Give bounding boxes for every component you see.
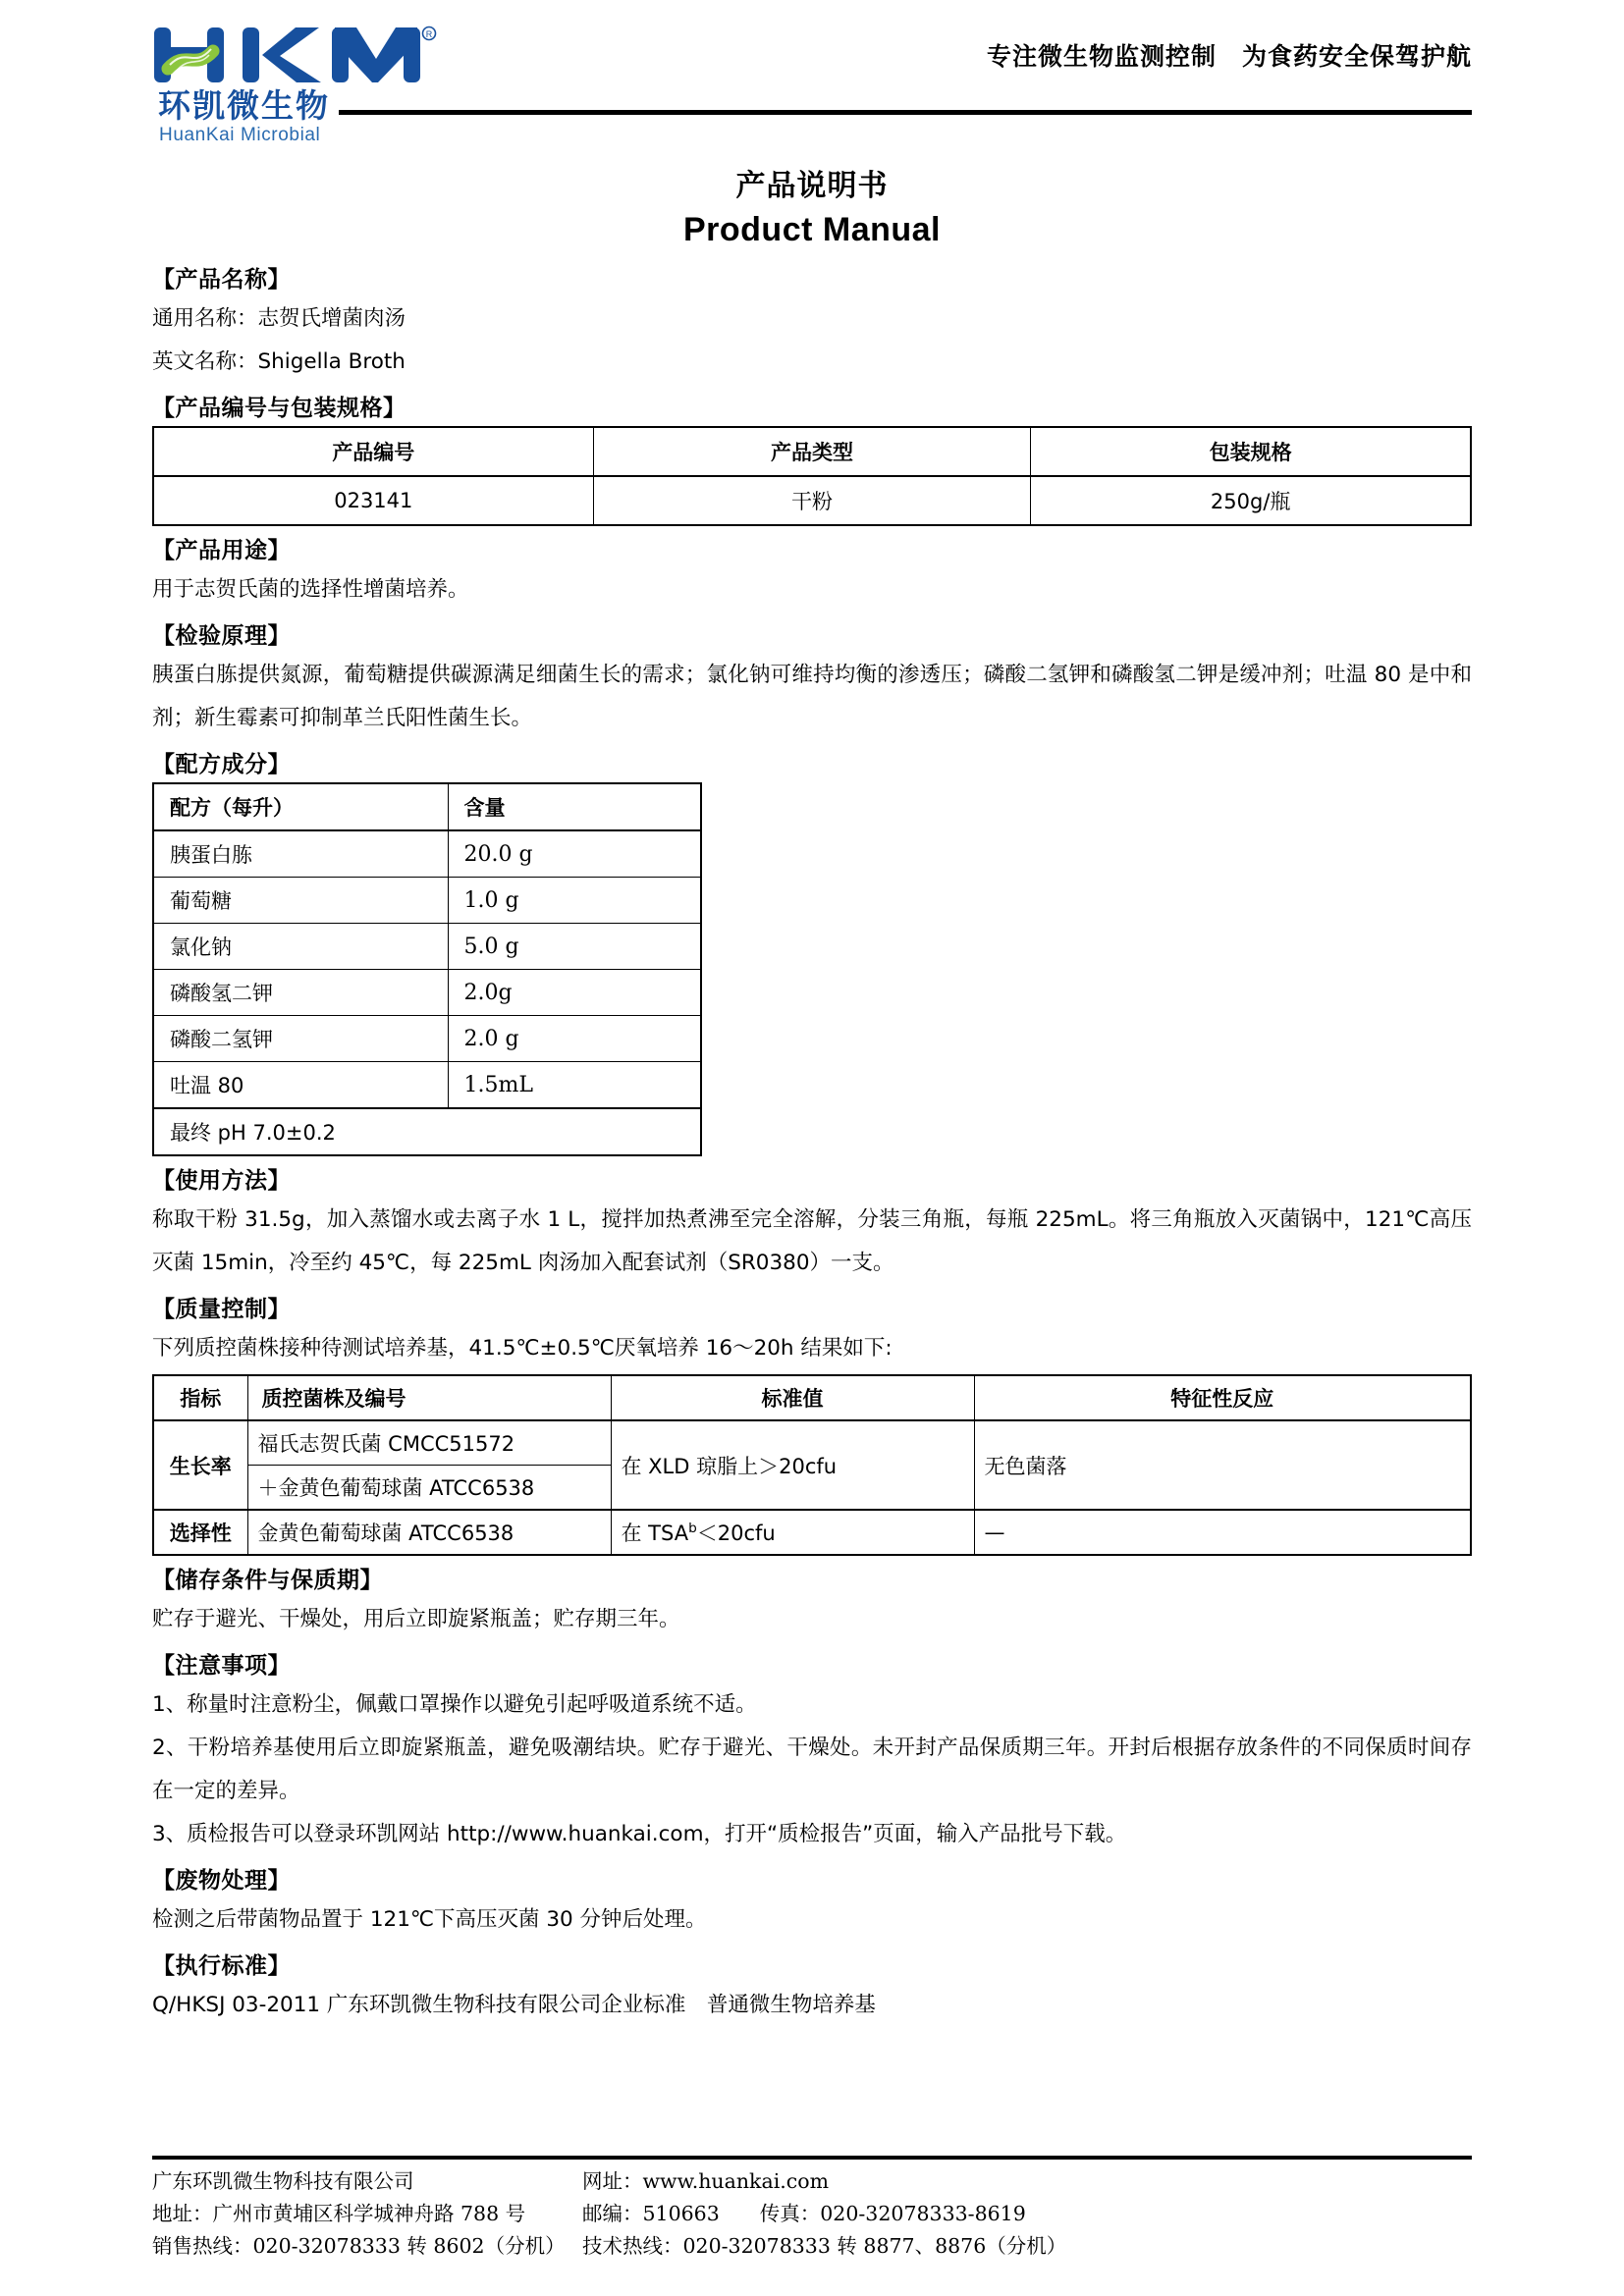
svg-text:R: R <box>425 29 433 39</box>
english-name-value: Shigella Broth <box>257 349 406 374</box>
qc-reaction-selectivity: — <box>974 1510 1471 1555</box>
generic-name-label: 通用名称： <box>152 306 258 331</box>
qc-indicator-selectivity: 选择性 <box>153 1510 247 1555</box>
qc-table-header-row <box>153 1375 1471 1420</box>
section-heading-usage: 【产品用途】 <box>152 538 291 563</box>
principle-text: 胰蛋白胨提供氮源，葡萄糖提供碳源满足细菌生长的需求；氯化钠可维持均衡的渗透压；磷酸二氢钾和磷酸氢二钾是缓冲剂；吐温 80 是中和剂；新生霉素可抑制革兰氏阳性菌生长。 <box>152 663 1472 730</box>
formula-table-header-row <box>153 783 701 830</box>
usage-text: 用于志贺氏菌的选择性增菌培养。 <box>152 577 469 602</box>
note-item: 3、质检报告可以登录环凯网站 http://www.huankai.com，打开“质检报告”页面，输入产品批号下载。 <box>152 1822 1127 1846</box>
section-heading-standard: 【执行标准】 <box>152 1953 291 1979</box>
english-name-label: 英文名称： <box>152 349 258 374</box>
spec-value-type: 干粉 <box>593 476 1031 525</box>
waste-text: 检测之后带菌物品置于 121℃下高压灭菌 30 分钟后处理。 <box>152 1907 707 1932</box>
storage-text: 贮存于避光、干燥处，用后立即旋紧瓶盖；贮存期三年。 <box>152 1607 680 1631</box>
formula-ingredient-amount: 5.0 g <box>448 924 701 970</box>
formula-col-amount: 含量 <box>448 783 701 830</box>
formula-table <box>152 782 702 1156</box>
formula-ingredient-amount: 1.0 g <box>448 878 701 924</box>
product-generic-name <box>152 297 1472 341</box>
spec-col-type: 产品类型 <box>593 427 1031 476</box>
table-row <box>153 476 1471 525</box>
qc-col-reaction: 特征性反应 <box>974 1375 1471 1420</box>
company-logo <box>152 26 466 146</box>
table-row <box>153 1062 701 1109</box>
formula-ingredient-name: 氯化钠 <box>153 924 448 970</box>
qc-col-indicator: 指标 <box>153 1375 247 1420</box>
formula-ingredient-amount: 2.0g <box>448 970 701 1016</box>
footer-sales-hotline: 销售热线：020-32078333 转 8602（分机） <box>152 2234 566 2258</box>
footer-address: 地址：广州市黄埔区科学城神舟路 788 号 <box>152 2202 526 2225</box>
page-title-cn: 产品说明书 <box>735 169 889 203</box>
section-heading-method: 【使用方法】 <box>152 1168 291 1194</box>
footer-divider <box>152 2156 1472 2160</box>
header-tagline: 专注微生物监测控制 为食药安全保驾护航 <box>986 42 1472 71</box>
header-divider <box>339 110 1472 115</box>
quality-control-table <box>152 1374 1472 1556</box>
note-item: 1、称量时注意粉尘，佩戴口罩操作以避免引起呼吸道系统不适。 <box>152 1692 757 1717</box>
spec-col-package: 包装规格 <box>1031 427 1471 476</box>
section-heading-notes: 【注意事项】 <box>152 1653 291 1679</box>
method-text: 称取干粉 31.5g，加入蒸馏水或去离子水 1 L，搅拌加热煮沸至完全溶解，分装三角瓶，每瓶 225mL。将三角瓶放入灭菌锅中，121℃高压灭菌 15min，冷至约 45℃，每 225mL 肉汤加入配套试剂（SR0380）一支。 <box>152 1207 1472 1275</box>
qc-strain-3: 金黄色葡萄球菌 ATCC6538 <box>247 1510 611 1555</box>
section-heading-storage: 【储存条件与保质期】 <box>152 1568 383 1593</box>
spec-col-code: 产品编号 <box>153 427 593 476</box>
formula-ingredient-amount: 1.5mL <box>448 1062 701 1109</box>
generic-name-value: 志贺氏增菌肉汤 <box>257 306 406 331</box>
qc-standard-growth: 在 XLD 琼脂上＞20cfu <box>611 1420 974 1510</box>
footer-tech-hotline: 技术热线：020-32078333 转 8877、8876（分机） <box>582 2234 1067 2258</box>
logo-name-cn: 环凯微生物 <box>158 86 330 125</box>
spec-table-header-row <box>153 427 1471 476</box>
qc-reaction-growth: 无色菌落 <box>974 1420 1471 1510</box>
qc-strain-2: ＋金黄色葡萄球菌 ATCC6538 <box>247 1466 611 1511</box>
table-row <box>153 1420 1471 1466</box>
quality-control-intro: 下列质控菌株接种待测试培养基，41.5℃±0.5℃厌氧培养 16～20h 结果如下: <box>152 1336 893 1361</box>
footer-right-column <box>565 2165 1066 2263</box>
spec-table <box>152 426 1472 526</box>
footer-zip-fax: 邮编：510663 传真：020-32078333-8619 <box>582 2202 1026 2225</box>
section-heading-formula: 【配方成分】 <box>152 752 291 777</box>
spec-value-package: 250g/瓶 <box>1031 476 1471 525</box>
formula-ingredient-amount: 20.0 g <box>448 830 701 878</box>
page-title-en: Product Manual <box>682 211 942 248</box>
table-row <box>153 924 701 970</box>
formula-ingredient-name: 葡萄糖 <box>153 878 448 924</box>
qc-strain-1: 福氏志贺氏菌 CMCC51572 <box>247 1420 611 1466</box>
formula-ph-row <box>153 1108 701 1155</box>
footer-website: 网址：www.huankai.com <box>582 2169 830 2193</box>
table-row <box>153 830 701 878</box>
table-row <box>153 1510 1471 1555</box>
qc-col-standard: 标准值 <box>611 1375 974 1420</box>
footer-left-column <box>152 2165 565 2263</box>
page-header <box>152 0 1472 147</box>
qc-standard-selectivity <box>611 1510 974 1555</box>
formula-ingredient-amount: 2.0 g <box>448 1016 701 1062</box>
section-heading-principle: 【检验原理】 <box>152 623 291 649</box>
qc-standard-superscript: b <box>688 1521 697 1536</box>
section-heading-product-name: 【产品名称】 <box>152 267 291 293</box>
formula-ph-value: 最终 pH 7.0±0.2 <box>153 1108 701 1155</box>
product-english-name <box>152 341 1472 384</box>
logo-name-en: HuanKai Microbial <box>159 125 321 146</box>
table-row <box>153 970 701 1016</box>
section-heading-quality-control: 【质量控制】 <box>152 1297 291 1322</box>
qc-standard-suffix: ＜20cfu <box>696 1522 776 1545</box>
standard-text: Q/HKSJ 03-2011 广东环凯微生物科技有限公司企业标准 普通微生物培养基 <box>152 1993 876 2017</box>
table-row <box>153 878 701 924</box>
spec-value-code: 023141 <box>153 476 593 525</box>
footer-company: 广东环凯微生物科技有限公司 <box>152 2169 414 2193</box>
qc-standard-prefix: 在 TSA <box>621 1522 689 1545</box>
page-footer <box>152 2156 1472 2263</box>
formula-ingredient-name: 吐温 80 <box>153 1062 448 1109</box>
section-heading-spec: 【产品编号与包装规格】 <box>152 396 406 421</box>
formula-ingredient-name: 磷酸氢二钾 <box>153 970 448 1016</box>
qc-indicator-growth: 生长率 <box>153 1420 247 1510</box>
formula-ingredient-name: 磷酸二氢钾 <box>153 1016 448 1062</box>
table-row <box>153 1016 701 1062</box>
formula-ingredient-name: 胰蛋白胨 <box>153 830 448 878</box>
formula-col-name: 配方（每升） <box>153 783 448 830</box>
note-item: 2、干粉培养基使用后立即旋紧瓶盖，避免吸潮结块。贮存于避光、干燥处。未开封产品保质期三年。开封后根据存放条件的不同保质时间存在一定的差异。 <box>152 1735 1472 1803</box>
section-heading-waste: 【废物处理】 <box>152 1868 291 1894</box>
qc-col-strain: 质控菌株及编号 <box>247 1375 611 1420</box>
hkm-logo-icon <box>152 26 437 86</box>
